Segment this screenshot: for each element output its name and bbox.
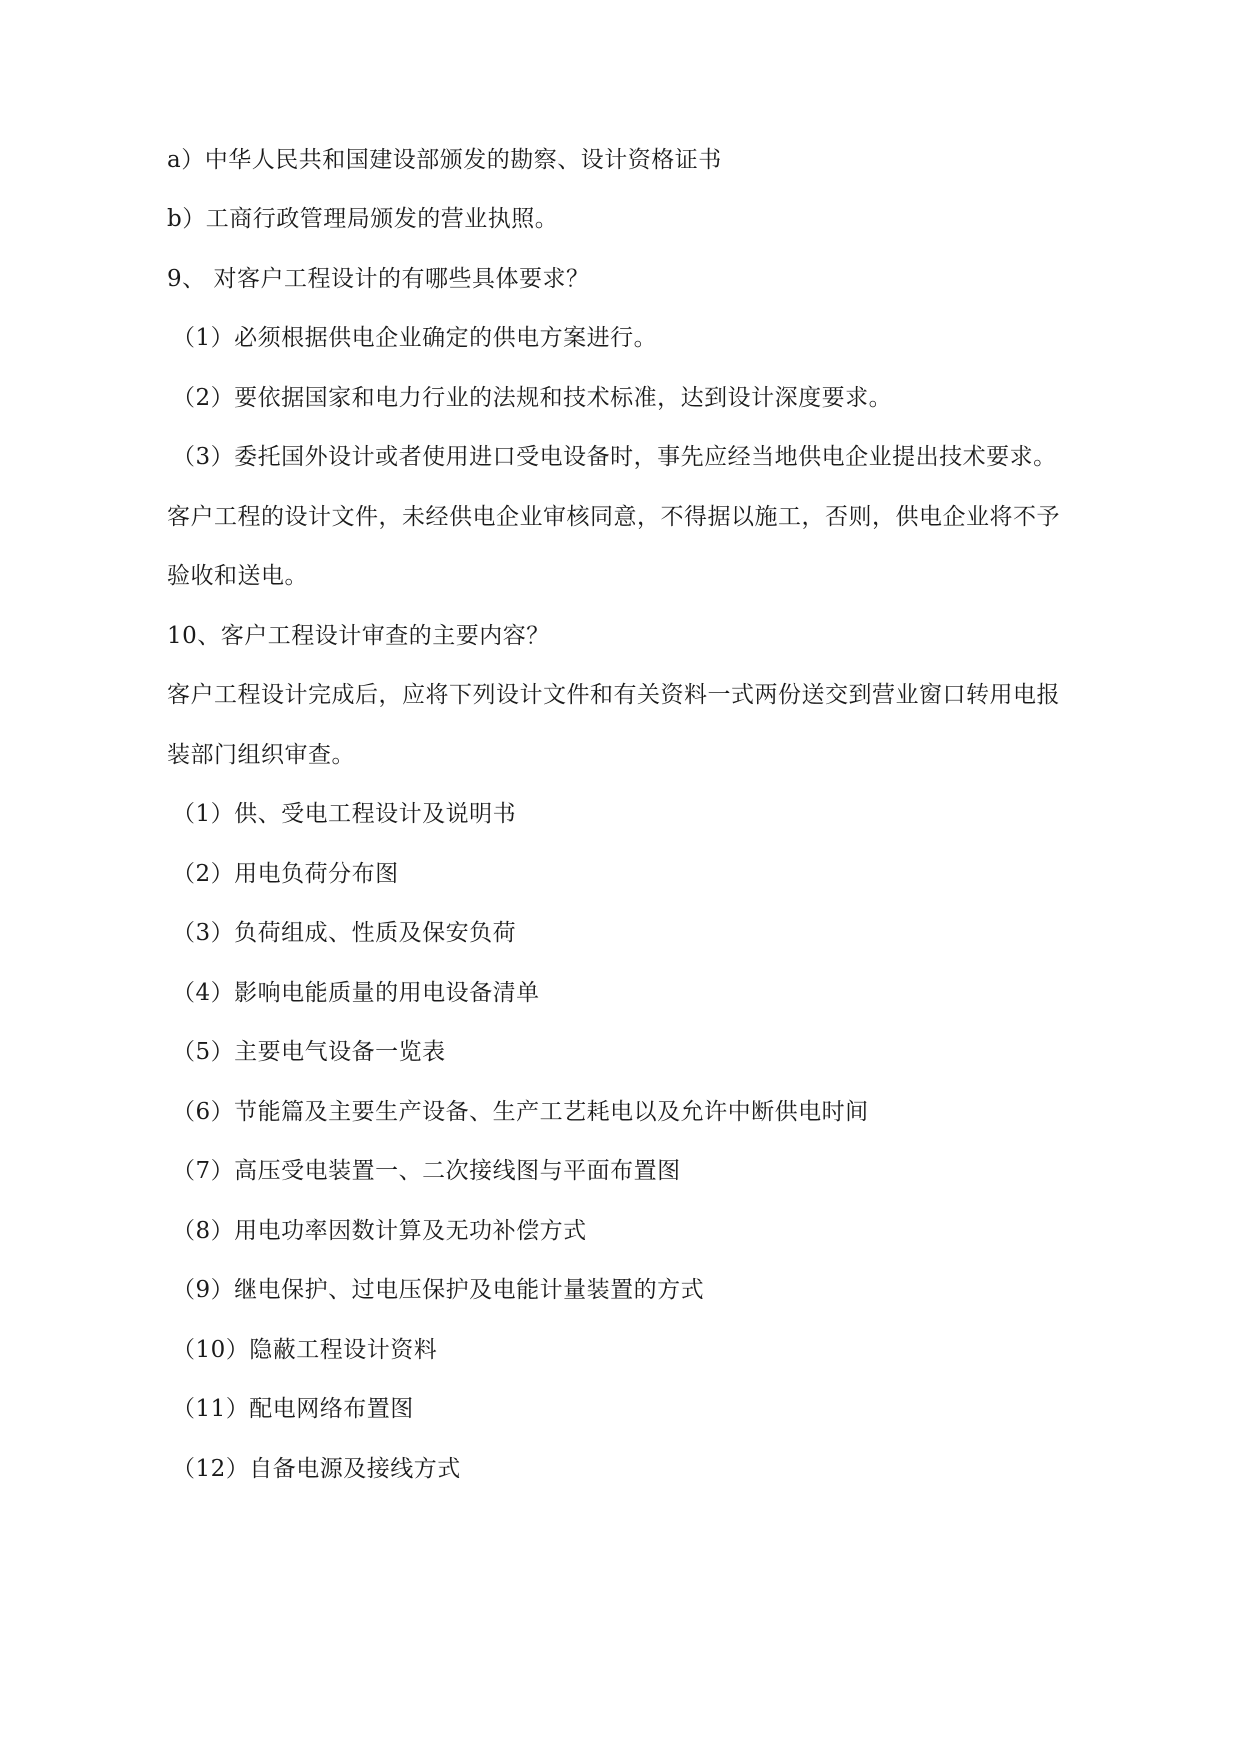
review-intro-line-2: 装部门组织审查。: [167, 742, 355, 768]
question-10-heading: 10、客户工程设计审查的主要内容？: [167, 623, 550, 649]
review-item-2: （2）用电负荷分布图: [172, 861, 399, 887]
item-a-design-certificate: a）中华人民共和国建设部颁发的勘察、设计资格证书: [167, 147, 722, 173]
design-file-note-line-2: 验收和送电。: [167, 563, 308, 589]
review-item-1: （1）供、受电工程设计及说明书: [172, 801, 517, 827]
item-b-business-license: b）工商行政管理局颁发的营业执照。: [167, 206, 559, 232]
review-item-10: （10）隐蔽工程设计资料: [172, 1337, 438, 1363]
review-item-4: （4）影响电能质量的用电设备清单: [172, 980, 540, 1006]
design-file-note-line-1: 客户工程的设计文件，未经供电企业审核同意，不得据以施工，否则，供电企业将不予: [167, 504, 1060, 530]
review-item-5: （5）主要电气设备一览表: [172, 1039, 446, 1065]
requirement-1: （1）必须根据供电企业确定的供电方案进行。: [172, 325, 658, 351]
review-intro-line-1: 客户工程设计完成后，应将下列设计文件和有关资料一式两份送交到营业窗口转用电报: [167, 682, 1060, 708]
review-item-7: （7）高压受电装置一、二次接线图与平面布置图: [172, 1158, 681, 1184]
review-item-11: （11）配电网络布置图: [172, 1396, 414, 1422]
question-9-heading: 9、 对客户工程设计的有哪些具体要求？: [167, 266, 590, 292]
review-item-12: （12）自备电源及接线方式: [172, 1456, 461, 1482]
review-item-8: （8）用电功率因数计算及无功补偿方式: [172, 1218, 587, 1244]
review-item-3: （3）负荷组成、性质及保安负荷: [172, 920, 517, 946]
review-item-9: （9）继电保护、过电压保护及电能计量装置的方式: [172, 1277, 705, 1303]
requirement-3: （3）委托国外设计或者使用进口受电设备时，事先应经当地供电企业提出技术要求。: [172, 444, 1057, 470]
review-item-6: （6）节能篇及主要生产设备、生产工艺耗电以及允许中断供电时间: [172, 1099, 869, 1125]
requirement-2: （2）要依据国家和电力行业的法规和技术标准，达到设计深度要求。: [172, 385, 893, 411]
